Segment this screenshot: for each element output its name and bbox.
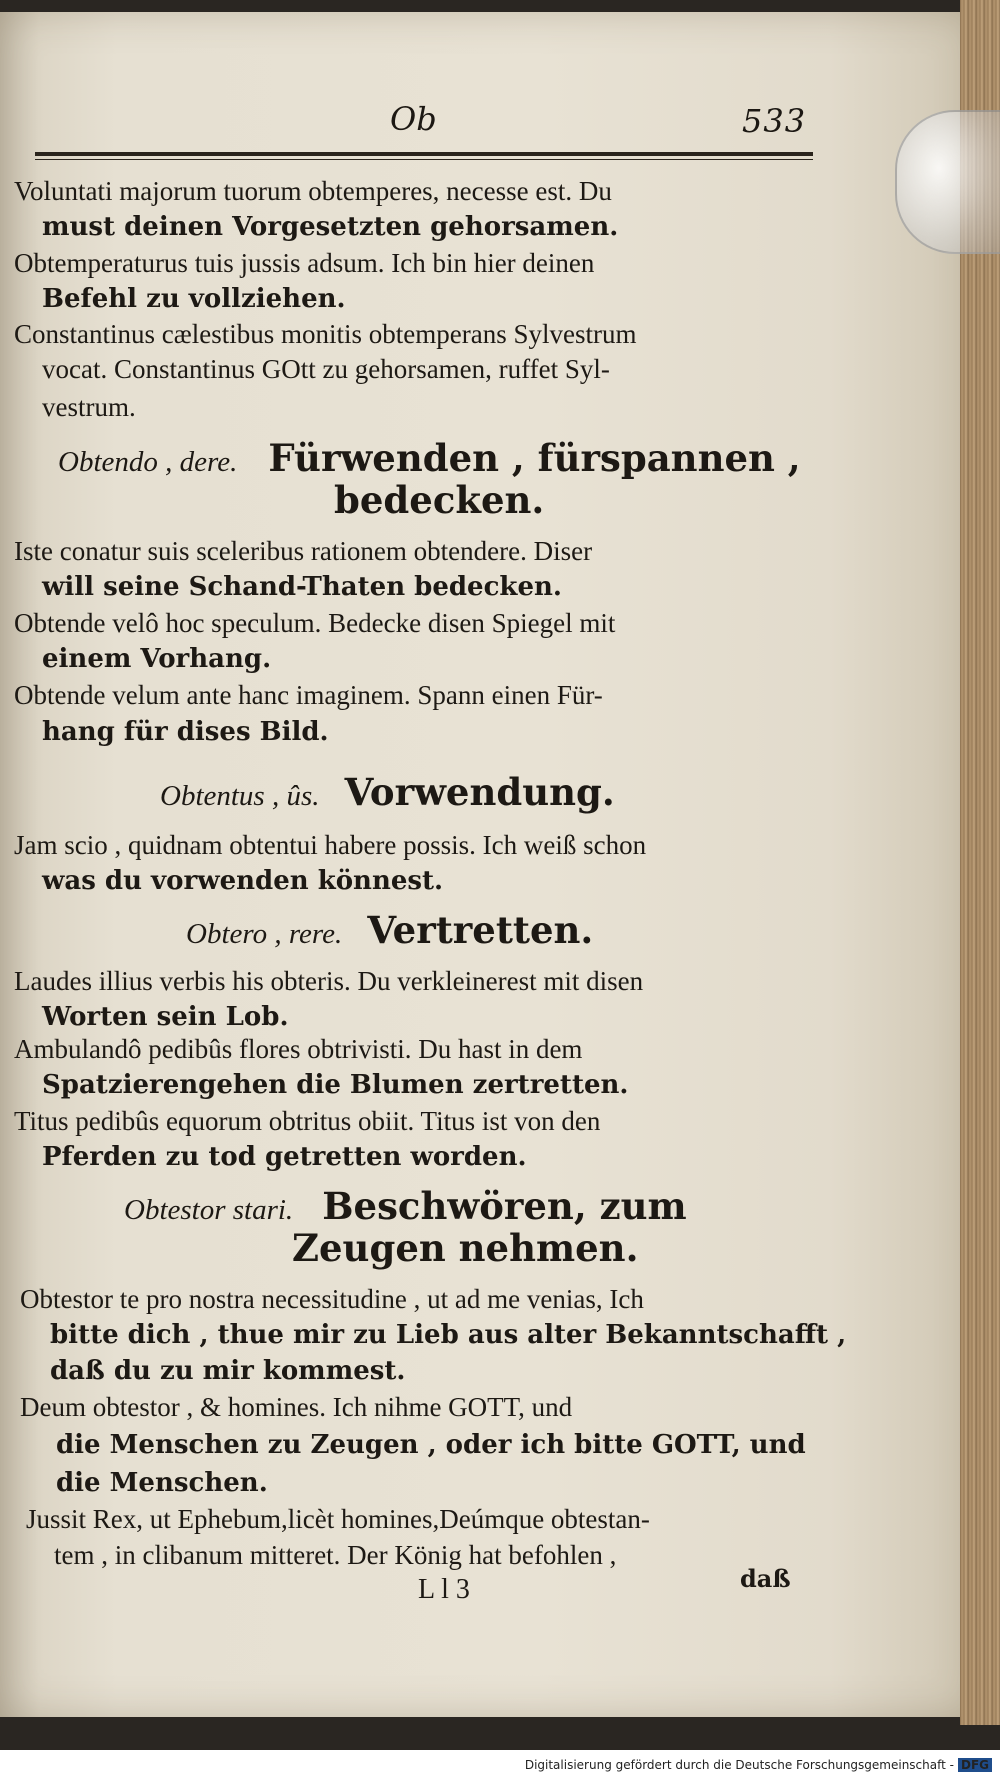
- text-line: die Menschen.: [56, 1468, 268, 1498]
- signature-mark: L l 3: [418, 1574, 470, 1605]
- entry-lemma: Obtentus , ûs.: [160, 780, 320, 812]
- entry-lemma: Obtero , rere.: [186, 918, 343, 950]
- entry-obtendo: [58, 436, 801, 480]
- entry-translation-cont: Zeugen nehmen.: [292, 1226, 639, 1270]
- text-line: Obtende velô hoc speculum. Bedecke disen Spiegel mit: [14, 608, 616, 638]
- entry-translation-cont: bedecken.: [334, 478, 545, 522]
- page-edges: [960, 0, 1000, 1725]
- entry-translation: Vertretten.: [367, 908, 594, 952]
- entry-lemma: Obtendo , dere.: [58, 446, 238, 478]
- text-line: Titus pedibûs equorum obtritus obiit. Titus ist von den: [14, 1106, 601, 1136]
- text-line: Jussit Rex, ut Ephebum,licèt homines,Deúmque obtestan-: [26, 1504, 650, 1534]
- entry-translation: Beschwören, zum: [322, 1184, 687, 1228]
- text-line: Obtende velum ante hanc imaginem. Spann einen Für-: [14, 680, 603, 710]
- text-line: daß du zu mir kommest.: [50, 1356, 406, 1386]
- text-line: Spatzierengehen die Blumen zertretten.: [42, 1070, 629, 1100]
- text-line: Befehl zu vollziehen.: [42, 284, 346, 314]
- text-line: Obtestor te pro nostra necessitudine , ut ad me venias, Ich: [20, 1284, 644, 1314]
- entry-obtentus: [160, 770, 615, 814]
- text-line: Deum obtestor , & homines. Ich nihme GOTT, und: [20, 1392, 573, 1422]
- text-line: Constantinus cælestibus monitis obtemperans Sylvestrum: [14, 319, 637, 349]
- text-line: Pferden zu tod getretten worden.: [42, 1142, 527, 1172]
- text-line: Jam scio , quidnam obtentui habere possis. Ich weiß schon: [14, 830, 647, 860]
- text-line: Worten sein Lob.: [42, 1002, 289, 1032]
- entry-obtestor: [124, 1184, 687, 1228]
- entry-obtendo-cont: [334, 478, 544, 522]
- running-header: [0, 100, 960, 140]
- text-line: Obtemperaturus tuis jussis adsum. Ich bin hier deinen: [14, 248, 595, 278]
- dfg-logo: DFG: [958, 1758, 992, 1772]
- catchword: daß: [740, 1564, 791, 1593]
- entry-lemma: Obtestor stari.: [124, 1194, 294, 1226]
- footer-bar: [0, 1750, 1000, 1781]
- header-title: Ob: [390, 100, 437, 138]
- text-line: Voluntati majorum tuorum obtemperes, necesse est. Du: [14, 176, 612, 206]
- footer-credit: [525, 1758, 992, 1772]
- footer-credit-text: Digitalisierung gefördert durch die Deutsche Forschungsgemeinschaft -: [524, 1758, 954, 1772]
- text-line: vocat. Constantinus GOtt zu gehorsamen, ruffet Syl-: [42, 354, 610, 384]
- entry-obtestor-cont: [292, 1226, 638, 1270]
- header-rule: [35, 152, 813, 156]
- text-line: hang für dises Bild.: [42, 717, 329, 747]
- text-line: was du vorwenden könnest.: [42, 866, 444, 896]
- page-number: 533: [742, 102, 807, 140]
- entry-translation: Fürwenden , fürspannen ,: [268, 436, 801, 480]
- text-line: must deinen Vorgesetzten gehorsamen.: [42, 212, 619, 242]
- text-line: tem , in clibanum mitteret. Der König hat befohlen ,: [54, 1540, 617, 1570]
- text-line: die Menschen zu Zeugen , oder ich bitte GOTT, und: [56, 1430, 806, 1460]
- text-line: Ambulandô pedibûs flores obtrivisti. Du hast in dem: [14, 1034, 583, 1064]
- entry-obtero: [186, 908, 593, 952]
- text-line: will seine Schand-Thaten bedecken.: [42, 572, 562, 602]
- text-line: bitte dich , thue mir zu Lieb aus alter Bekanntschafft ,: [50, 1320, 847, 1350]
- entry-translation: Vorwendung.: [344, 770, 615, 814]
- text-line: vestrum.: [42, 392, 136, 422]
- text-line: Iste conatur suis sceleribus rationem obtendere. Diser: [14, 536, 593, 566]
- text-line: einem Vorhang.: [42, 644, 272, 674]
- text-line: Laudes illius verbis his obteris. Du verkleinerest mit disen: [14, 966, 644, 996]
